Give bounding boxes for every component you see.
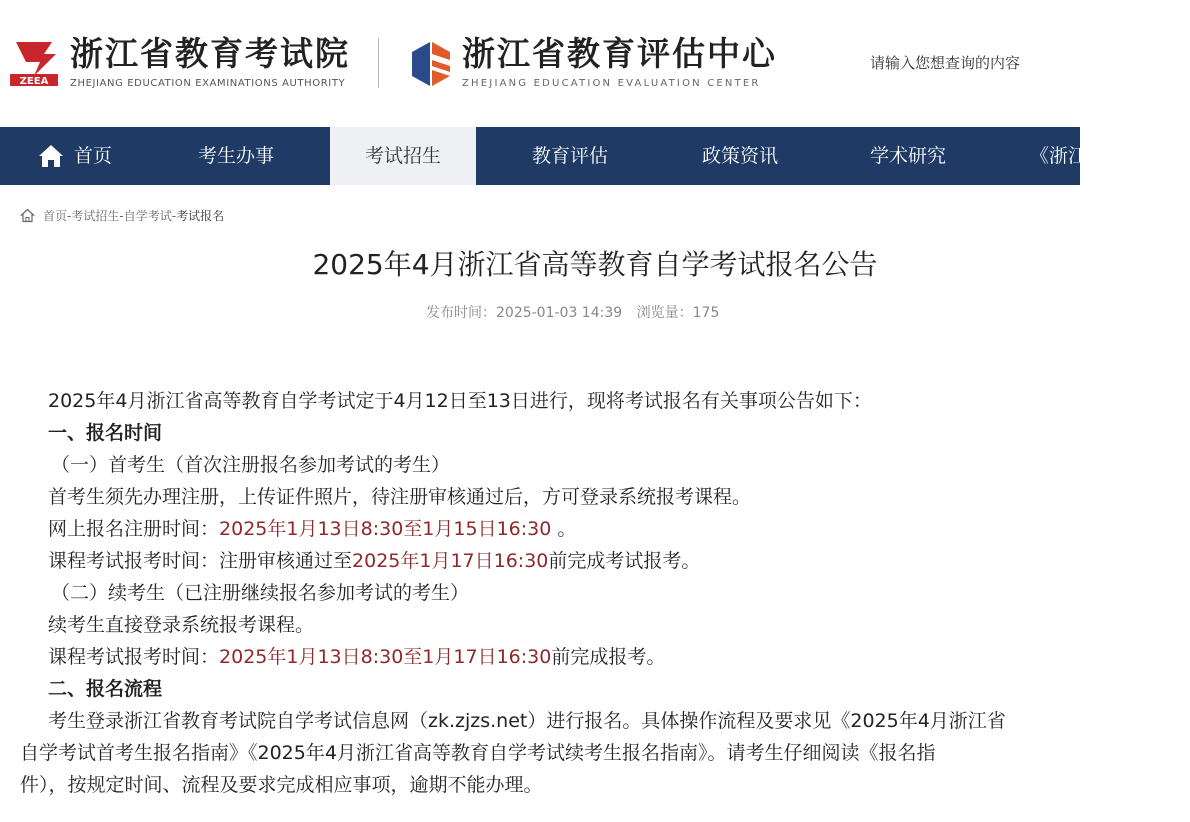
home-outline-icon — [20, 208, 35, 223]
breadcrumb-separator: - — [119, 208, 124, 223]
breadcrumb-separator: - — [171, 208, 177, 223]
nav-item-research[interactable]: 学术研究 — [869, 145, 946, 167]
breadcrumb-separator: - — [67, 208, 72, 223]
course-time-line — [48, 546, 1088, 578]
publish-label: 发布时间： — [426, 305, 496, 321]
article-meta — [426, 302, 729, 322]
publish-time — [426, 305, 622, 321]
org2-name: 浙江省教育评估中心 — [462, 34, 777, 73]
site-header — [0, 0, 1080, 127]
section-heading: 二、报名流程 — [48, 678, 163, 700]
org2-brand[interactable] — [462, 34, 777, 89]
search-input[interactable] — [850, 46, 1080, 80]
course-end: 前完成考试报考。 — [548, 550, 701, 572]
nav-item-services[interactable]: 考生办事 — [197, 145, 274, 167]
course-period: 2025年1月13日8:30至1月17日16:30 — [219, 646, 552, 668]
paragraph: 自学考试首考生报名指南》《2025年4月浙江省高等教育自学考试续考生报名指南》。请考生仔细阅读《报名指 — [20, 742, 936, 764]
org1-brand[interactable] — [70, 34, 350, 89]
breadcrumb-exams[interactable]: 考试招生 — [71, 209, 120, 223]
main-nav — [0, 127, 1088, 185]
article-body — [20, 386, 1088, 802]
subsection-heading: （二）续考生（已注册继续报名参加考试的考生） — [51, 582, 470, 604]
registration-end: 。 — [551, 518, 577, 540]
breadcrumb-self-study[interactable]: 自学考试 — [123, 209, 172, 223]
home-icon — [38, 144, 64, 168]
course-deadline: 2025年1月17日16:30 — [352, 550, 549, 572]
zeea-logo-icon[interactable] — [6, 36, 62, 90]
registration-time-line — [48, 514, 1088, 546]
org1-english-name: ZHEJIANG EDUCATION EXAMINATIONS AUTHORITY — [70, 78, 346, 89]
header-divider — [378, 38, 379, 88]
views-label: 浏览量： — [636, 305, 693, 321]
breadcrumb-home[interactable]: 首页 — [43, 209, 68, 223]
logo1-subtext: ZEEA — [19, 76, 49, 87]
article-title: 2025年4月浙江省高等教育自学考试报名公告 — [312, 248, 878, 281]
nav-item-exams[interactable]: 考试招生 — [330, 127, 476, 185]
breadcrumb — [20, 207, 224, 224]
paragraph: 首考生须先办理注册，上传证件照片，待注册审核通过后，方可登录系统报考课程。 — [48, 486, 752, 508]
nav-item-journal[interactable]: 《浙江 — [1030, 145, 1088, 167]
nav-item-home[interactable] — [0, 127, 150, 185]
view-count — [637, 305, 720, 321]
evaluation-center-logo-icon[interactable] — [408, 38, 454, 90]
org2-english-name: ZHEJIANG EDUCATION EVALUATION CENTER — [462, 78, 761, 89]
nav-item-label: 首页 — [73, 145, 112, 167]
paragraph: 件），按规定时间、流程及要求完成相应事项，逾期不能办理。 — [20, 774, 543, 796]
nav-item-evaluation[interactable]: 教育评估 — [531, 145, 608, 167]
paragraph: 考生登录浙江省教育考试院自学考试信息网（zk.zjzs.net）进行报名。具体操作流程及要求见《2025年4月浙江省 — [48, 710, 1006, 732]
registration-label: 网上报名注册时间： — [48, 518, 220, 540]
paragraph: 续考生直接登录系统报考课程。 — [48, 614, 315, 636]
publish-value: 2025-01-03 14:39 — [496, 305, 623, 321]
views-value: 175 — [692, 305, 720, 321]
section-heading: 一、报名时间 — [48, 422, 163, 444]
registration-time: 2025年1月13日8:30至1月15日16:30 — [219, 518, 552, 540]
course-time-line — [48, 642, 1088, 674]
org1-name: 浙江省教育考试院 — [70, 34, 350, 73]
breadcrumb-current: 考试报名 — [176, 209, 225, 223]
article-intro: 2025年4月浙江省高等教育自学考试定于4月12日至13日进行，现将考试报名有关事项公告如下： — [48, 390, 872, 412]
subsection-heading: （一）首考生（首次注册报名参加考试的考生） — [51, 454, 451, 476]
nav-item-policy[interactable]: 政策资讯 — [701, 145, 778, 167]
course-end: 前完成报考。 — [551, 646, 666, 668]
course-label: 课程考试报考时间： — [48, 646, 220, 668]
course-label: 课程考试报考时间：注册审核通过至 — [48, 550, 353, 572]
